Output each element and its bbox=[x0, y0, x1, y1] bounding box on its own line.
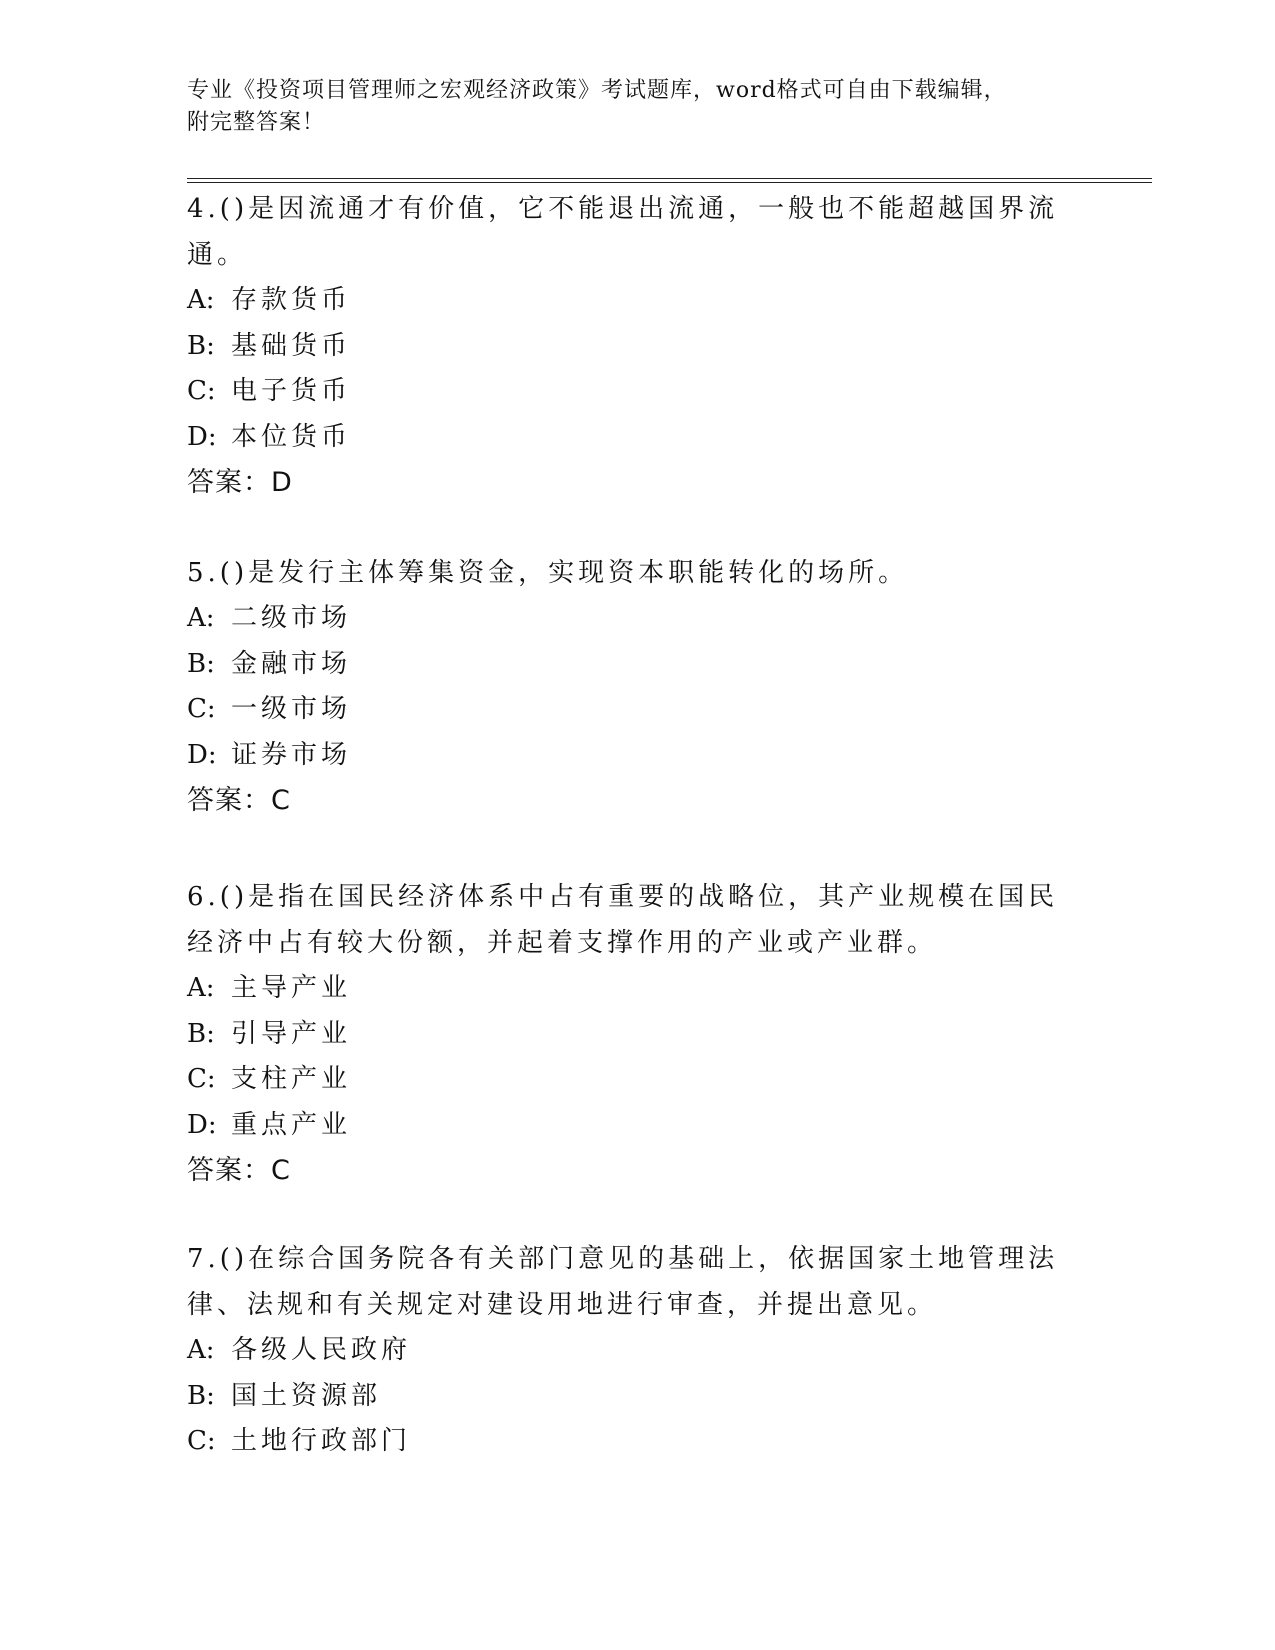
option-text: 国土资源部 bbox=[231, 1380, 382, 1411]
option-a bbox=[187, 1328, 1067, 1374]
option-letter: C: bbox=[187, 1426, 216, 1456]
option-text: 电子货币 bbox=[231, 376, 352, 406]
option-c bbox=[187, 687, 1067, 733]
option-letter: C: bbox=[187, 376, 216, 406]
option-letter: C: bbox=[187, 1064, 216, 1094]
option-text: 证券市场 bbox=[231, 739, 352, 770]
answer-line: 答案：D bbox=[187, 467, 293, 498]
option-letter: A: bbox=[187, 1335, 215, 1365]
question-stem: 4.()是因流通才有价值，它不能退出流通，一般也不能超越国界流通。 bbox=[187, 194, 1059, 270]
option-c bbox=[187, 1057, 1067, 1103]
answer-line: 答案：C bbox=[187, 1155, 291, 1186]
option-letter: D: bbox=[187, 739, 217, 770]
option-c bbox=[187, 369, 1067, 415]
option-c bbox=[187, 1419, 1067, 1465]
option-text: 一级市场 bbox=[231, 694, 352, 724]
option-text: 存款货币 bbox=[231, 285, 352, 315]
option-letter: A: bbox=[187, 603, 215, 633]
option-letter: B: bbox=[187, 648, 215, 679]
option-letter: B: bbox=[187, 1018, 215, 1049]
option-b bbox=[187, 1374, 1067, 1420]
option-a bbox=[187, 966, 1067, 1012]
question-stem: 5.()是发行主体筹集资金，实现资本职能转化的场所。 bbox=[187, 558, 909, 588]
option-a bbox=[187, 278, 1067, 324]
header-divider bbox=[187, 178, 1152, 183]
option-letter: C: bbox=[187, 694, 216, 724]
option-text: 主导产业 bbox=[231, 973, 352, 1003]
option-text: 本位货币 bbox=[231, 421, 352, 452]
option-letter: B: bbox=[187, 1380, 215, 1411]
option-text: 各级人民政府 bbox=[231, 1335, 412, 1365]
option-text: 重点产业 bbox=[231, 1109, 352, 1140]
option-text: 基础货币 bbox=[231, 330, 352, 361]
document-header bbox=[187, 75, 1057, 139]
option-d bbox=[187, 733, 1067, 779]
option-text: 二级市场 bbox=[231, 603, 352, 633]
option-text: 金融市场 bbox=[231, 648, 352, 679]
option-letter: D: bbox=[187, 1109, 217, 1140]
question-7 bbox=[187, 1236, 1067, 1465]
option-d bbox=[187, 1103, 1067, 1149]
option-text: 土地行政部门 bbox=[231, 1426, 412, 1456]
option-letter: A: bbox=[187, 285, 215, 315]
header-line-2: 附完整答案！ bbox=[187, 110, 326, 135]
option-d bbox=[187, 415, 1067, 461]
option-b bbox=[187, 1012, 1067, 1058]
option-a bbox=[187, 596, 1067, 642]
option-letter: A: bbox=[187, 973, 215, 1003]
option-letter: B: bbox=[187, 330, 215, 361]
option-letter: D: bbox=[187, 421, 217, 452]
option-b bbox=[187, 324, 1067, 370]
option-text: 支柱产业 bbox=[231, 1064, 352, 1094]
option-b bbox=[187, 642, 1067, 688]
question-stem: 7.()在综合国务院各有关部门意见的基础上，依据国家土地管理法律、法规和有关规定对建设用地进行审查，并提出意见。 bbox=[187, 1244, 1059, 1320]
question-4 bbox=[187, 186, 1067, 506]
question-6 bbox=[187, 874, 1067, 1194]
question-stem: 6.()是指在国民经济体系中占有重要的战略位，其产业规模在国民经济中占有较大份额，并起着支撑作用的产业或产业群。 bbox=[187, 882, 1059, 958]
answer-line: 答案：C bbox=[187, 785, 291, 816]
header-line-1: 专业《投资项目管理师之宏观经济政策》考试题库，word格式可自由下载编辑， bbox=[187, 78, 1007, 103]
option-text: 引导产业 bbox=[231, 1018, 352, 1049]
question-5 bbox=[187, 550, 1067, 824]
